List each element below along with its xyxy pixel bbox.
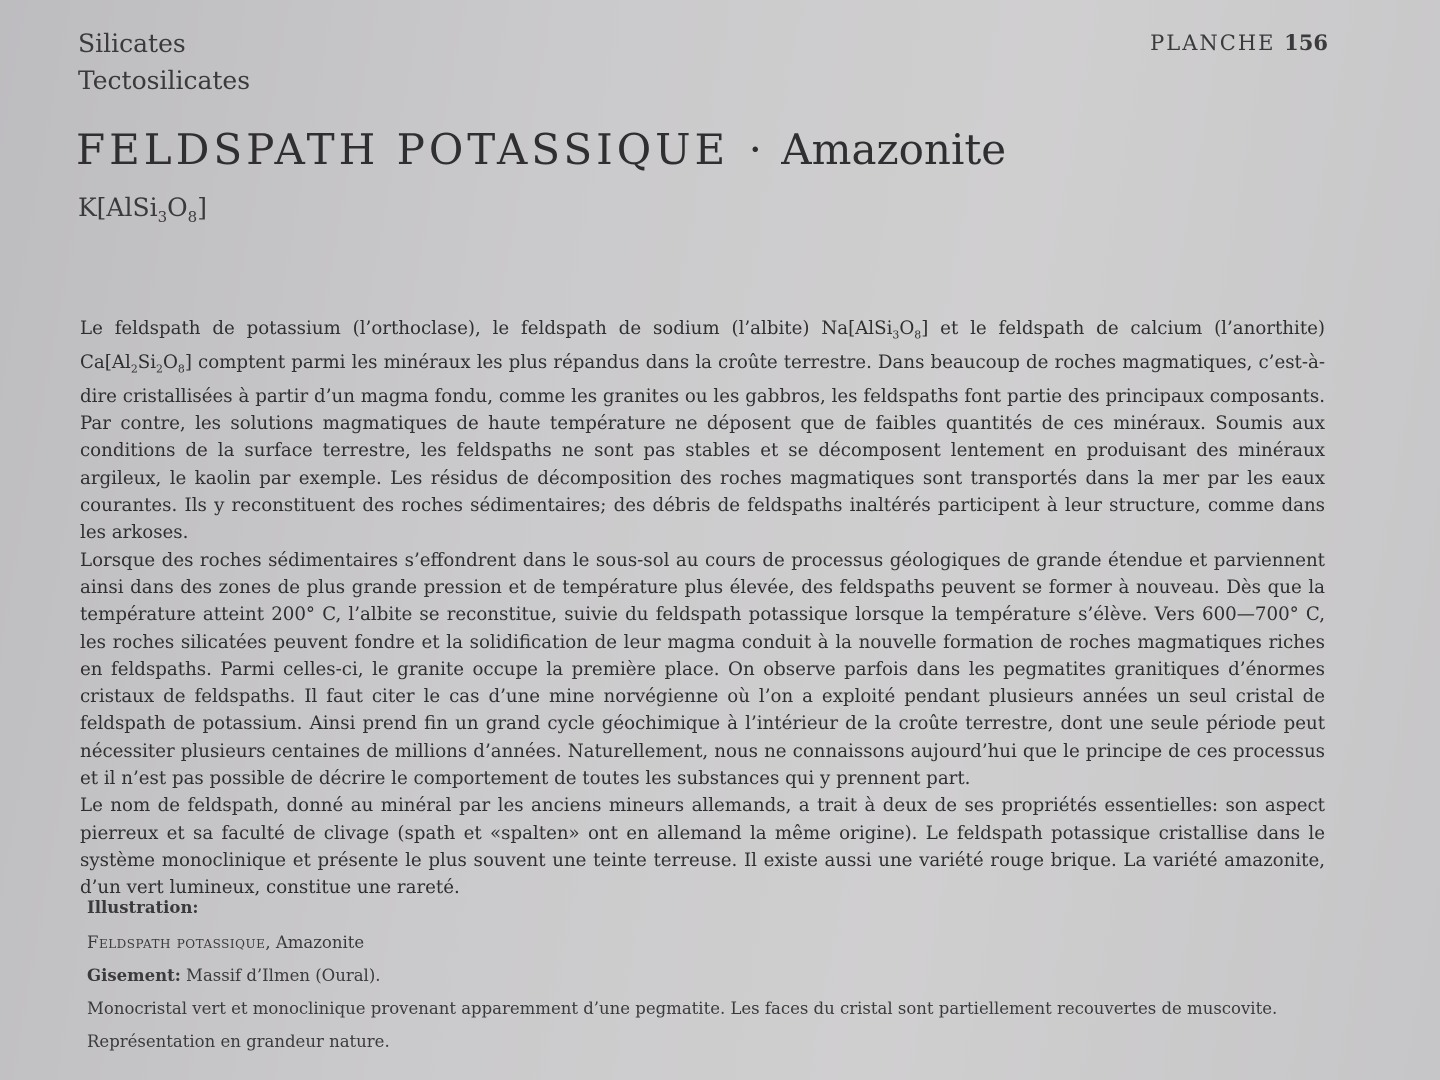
plate-number (1150, 30, 1328, 55)
category-class: Silicates (78, 29, 186, 58)
deposit-value: Massif d’Ilmen (Oural). (180, 966, 381, 985)
body-text (80, 315, 1325, 902)
paragraph-2: Lorsque des roches sédimentaires s’effondrent dans le sous-sol au cours de processus géologiques de grande étendue et parviennent ainsi dans des zones de plus grande pression et de température plus élevée, des feldspaths peuvent se former à nouveau. Dès que la température atteint 200° C, l’albite se reconstitue, suivie du feldspath potassique lorsque la température s’élève. Vers 600—700° C, les roches silicatées peuvent fondre et la solidification de leur magma conduit à la nouvelle formation de roches magmatiques riches en feldspaths. Parmi celles-ci, le granite occupe la première place. On observe parfois dans les pegmatites granitiques d’énormes cristaux de feldspaths. Il faut citer le cas d’une mine norvégienne où l’on a exploité pendant plusieurs années un seul cristal de feldspath de potassium. Ainsi prend fin un grand cycle géochimique à l’intérieur de la croûte terrestre, dont une seule période peut nécessiter plusieurs centaines de millions d’années. Naturellement, nous ne connaissons aujourd’hui que le principe de ces processus et il n’est pas possible de décrire le comportement de toutes les substances qui y prennent part. (80, 549, 1325, 790)
mineral-variety: Amazonite (781, 125, 1007, 174)
illustration-note: Représentation en grandeur nature. (87, 1032, 390, 1051)
illustration-mineral: Feldspath potassique (87, 933, 266, 952)
illustration-subject (87, 933, 364, 952)
title-separator: · (748, 125, 762, 174)
illustration-deposit (87, 966, 381, 985)
paragraph-1: Le feldspath de potassium (l’orthoclase), le feldspath de sodium (l’albite) $Na[AlSi_3O_8]$ et le feldspath de calcium (l’anorthite) $Ca[Al_2Si_2O_8]$ comptent parmi les minéraux les plus répandus dans la croûte terrestre. Dans beaucoup de roches magmatiques, c’est-à-dire cristallisées à partir d’un magma fondu, comme les granites ou les gabbros, les feldspaths font partie des principaux composants. Par contre, les solutions magmatiques de haute température ne déposent que de faibles quantités de ces minéraux. Soumis aux conditions de la surface terrestre, les feldspaths ne sont pas stables et se décomposent lentement en produisant des minéraux argileux, le kaolin par exemple. Les résidus de décomposition des roches magmatiques sont transportés dans la mer par les eaux courantes. Ils y reconstituent des roches sédimentaires; des débris de feldspaths inaltérés participent à leur structure, comme dans les arkoses. (80, 318, 1325, 544)
mineral-category (78, 25, 250, 99)
plate-number-value: 156 (1284, 30, 1328, 55)
category-subclass: Tectosilicates (78, 66, 251, 95)
illustration-heading: Illustration: (87, 898, 199, 917)
mineral-name: FELDSPATH POTASSIQUE (76, 125, 730, 174)
page-title (76, 125, 1006, 174)
chemical-formula: $K[AlSi_3O_8]$ (78, 193, 207, 226)
illustration-description: Monocristal vert et monoclinique provenant apparemment d’une pegmatite. Les faces du cristal sont partiellement recouvertes de muscovite. (87, 999, 1278, 1018)
paragraph-3: Le nom de feldspath, donné au minéral par les anciens mineurs allemands, a trait à deux de ses propriétés essentielles: son aspect pierreux et sa faculté de clivage (spath et «spalten» ont en allemand la même origine). Le feldspath potassique cristallise dans le système monoclinique et présente le plus souvent une teinte terreuse. Il existe aussi une variété rouge brique. La variété amazonite, d’un vert lumineux, constitue une rareté. (80, 795, 1325, 899)
deposit-label: Gisement: (87, 966, 181, 985)
illustration-variety: , Amazonite (265, 933, 365, 952)
plate-label: PLANCHE (1150, 31, 1276, 55)
